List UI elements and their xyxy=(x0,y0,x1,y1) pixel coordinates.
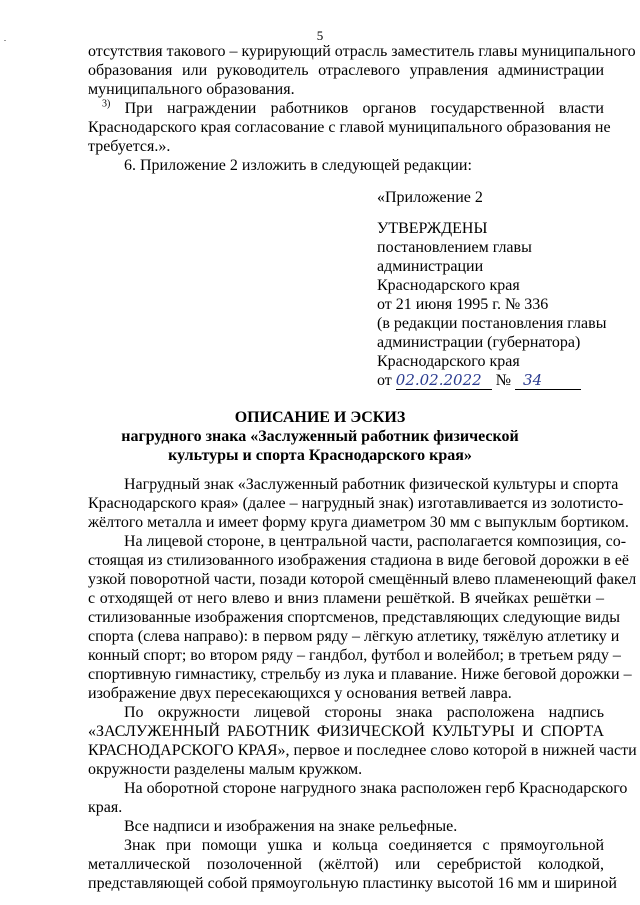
text-line: стоящая из стилизованного изображения стадиона в виде беговой дорожки в её xyxy=(88,552,629,569)
title-subline: культуры и спорта Краснодарского края» xyxy=(168,447,472,464)
text-line: «ЗАСЛУЖЕННЫЙ РАБОТНИК ФИЗИЧЕСКОЙ КУЛЬТУРЫ И СПОРТА xyxy=(88,723,604,740)
text-line: муниципального образования. xyxy=(88,81,295,98)
text-line: представляющей собой прямоугольную пластинку высотой 16 мм и шириной xyxy=(88,875,617,892)
footnote-line-text: При награждении работников органов государственной власти xyxy=(124,100,604,117)
text-line: Краснодарского края согласование с главой муниципального образования не xyxy=(88,119,611,136)
approval-details xyxy=(377,238,606,390)
text-line: конный спорт; во втором ряду – гандбол, футбол и волейбол; в третьем ряду – xyxy=(88,647,621,664)
text-line: окружности разделены малым кружком. xyxy=(88,761,363,778)
paragraph-attachment xyxy=(88,836,617,893)
item-6 xyxy=(88,156,604,175)
text-line: На лицевой стороне, в центральной части, располагается композиция, со- xyxy=(124,533,627,550)
text-line xyxy=(88,99,604,118)
approval-line: постановлением главы xyxy=(377,239,532,256)
text-line: Все надписи и изображения на знаке рельефные. xyxy=(124,818,458,835)
text-line: изображение двух пересекающихся у основания ветвей лавра. xyxy=(88,685,512,702)
text-line: спортивную гимнастику, стрельбу из лука и плавание. Ниже беговой дорожки – xyxy=(88,666,632,683)
date-field xyxy=(396,371,492,390)
text-line: требуется.». xyxy=(88,138,171,155)
text-line: 6. Приложение 2 изложить в следующей редакции: xyxy=(124,157,472,174)
approval-line: Краснодарского края xyxy=(377,353,520,370)
text-line: Нагрудный знак «Заслуженный работник физической культуры и спорта xyxy=(124,476,619,493)
paragraph-front-side xyxy=(88,532,637,703)
handwritten-number: 34 xyxy=(523,371,543,389)
approval-line: (в редакции постановления главы xyxy=(377,315,607,332)
paragraph-back-side xyxy=(88,779,628,817)
approval-line: администрации xyxy=(377,258,484,275)
approval-date-line xyxy=(377,371,606,390)
text-line: жёлтого металла и имеет форму круга диаметром 30 мм с выпуклым бортиком. xyxy=(88,514,629,531)
appendix-label: «Приложение 2 xyxy=(377,189,483,206)
approved-heading: УТВЕРЖДЕНЫ xyxy=(377,220,488,237)
footnote-paragraph xyxy=(88,98,611,156)
number-sign: № xyxy=(495,372,512,389)
from-word: от xyxy=(377,372,392,389)
text-line: На оборотной стороне нагрудного знака расположен герб Краснодарского xyxy=(124,780,628,797)
title-subline: нагрудного знака «Заслуженный работник физической xyxy=(121,428,519,445)
number-field xyxy=(515,371,581,390)
footnote-marker: 3) xyxy=(102,98,111,110)
page-number: 5 xyxy=(316,28,324,43)
paragraph-inscription xyxy=(88,703,637,779)
approval-line: Краснодарского края xyxy=(377,277,520,294)
text-line: края. xyxy=(88,799,123,816)
text-line: Знак при помощи ушка и кольца соединяется с прямоугольной xyxy=(124,837,604,854)
approval-line: администрации (губернатора) xyxy=(377,334,581,351)
handwritten-date: 02.02.2022 xyxy=(395,371,482,389)
title-heading: ОПИСАНИЕ И ЭСКИЗ xyxy=(234,409,406,426)
text-line: стилизованные изображения спортсменов, представляющих следующие виды xyxy=(88,609,620,626)
text-line: спорта (слева направо): в первом ряду – лёгкую атлетику, тяжёлую атлетику и xyxy=(88,628,620,645)
text-line: КРАСНОДАРСКОГО КРАЯ», первое и последнее слово которой в нижней части xyxy=(88,742,637,759)
text-line: образования или руководитель отраслевого управления администрации xyxy=(88,62,604,79)
text-line: с отходящей от него влево и вниз пламени решёткой. В ячейках решётки – xyxy=(88,590,604,607)
text-line: металлической позолоченной (жёлтой) или серебристой колодкой, xyxy=(88,856,604,873)
paragraph-relief xyxy=(88,817,604,836)
text-line: По окружности лицевой стороны знака расположена надпись xyxy=(124,704,604,721)
intro-paragraph xyxy=(88,42,636,99)
paragraph-material xyxy=(88,475,629,532)
approval-line: от 21 июня 1995 г. № 336 xyxy=(377,296,549,313)
text-line: узкой поворотной части, позади которой смещённый влево пламенеющий факел xyxy=(88,571,637,588)
text-line: отсутствия такового – курирующий отрасль заместитель главы муниципального xyxy=(88,43,636,60)
text-line: Краснодарского края» (далее – нагрудный знак) изготавливается из золотисто- xyxy=(88,495,624,512)
